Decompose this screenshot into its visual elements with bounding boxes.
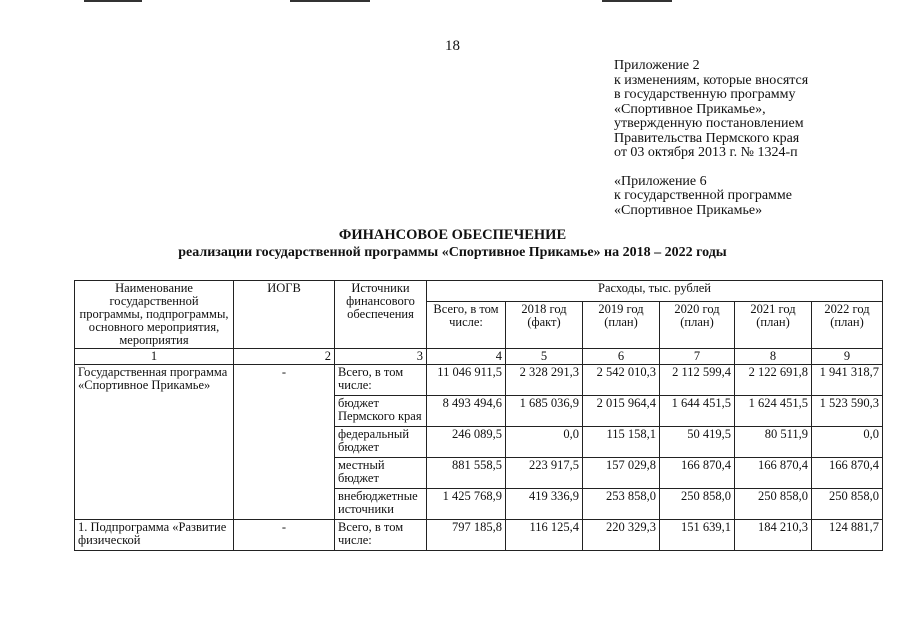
value-2022: 1 523 590,3 <box>812 396 883 427</box>
appendix-line: «Спортивное Прикамье», <box>614 101 766 117</box>
funding-source: местный бюджет <box>335 458 427 489</box>
value-2020: 151 639,1 <box>660 520 735 551</box>
value-2021: 250 858,0 <box>735 489 812 520</box>
value-2021: 166 870,4 <box>735 458 812 489</box>
value-2019: 115 158,1 <box>583 427 660 458</box>
value-2019: 157 029,8 <box>583 458 660 489</box>
col-number: 1 <box>75 349 234 365</box>
financing-table <box>74 280 883 551</box>
funding-source: Всего, в том числе: <box>335 520 427 551</box>
col-number: 7 <box>660 349 735 365</box>
header-name: Наименование государственной программы, подпрограммы, основного мероприятия, мероприятия <box>75 281 234 349</box>
value-2019: 2 015 964,4 <box>583 396 660 427</box>
value-2018: 1 685 036,9 <box>506 396 583 427</box>
value-2021: 184 210,3 <box>735 520 812 551</box>
header-2020: 2020 год (план) <box>660 302 735 349</box>
value-total: 8 493 494,6 <box>427 396 506 427</box>
program-name: Государственная программа «Спортивное Прикамье» <box>75 365 234 520</box>
value-2021: 80 511,9 <box>735 427 812 458</box>
header-2018: 2018 год (факт) <box>506 302 583 349</box>
value-2020: 166 870,4 <box>660 458 735 489</box>
value-2022: 1 941 318,7 <box>812 365 883 396</box>
appendix-note <box>614 59 808 218</box>
appendix-line: к изменениям, которые вносятся <box>614 72 809 88</box>
top-edge-line <box>84 0 142 2</box>
col-number: 3 <box>335 349 427 365</box>
value-2019: 253 858,0 <box>583 489 660 520</box>
value-2020: 250 858,0 <box>660 489 735 520</box>
appendix-line: «Спортивное Прикамье» <box>614 202 763 218</box>
appendix-line: к государственной программе <box>614 188 792 203</box>
appendix-line: «Приложение 6 <box>614 173 707 189</box>
table-row <box>75 365 883 396</box>
value-2022: 124 881,7 <box>812 520 883 551</box>
value-2021: 2 122 691,8 <box>735 365 812 396</box>
value-2018: 419 336,9 <box>506 489 583 520</box>
header-source: Источники финансового обеспечения <box>335 281 427 349</box>
col-number: 9 <box>812 349 883 365</box>
document-title: ФИНАНСОВОЕ ОБЕСПЕЧЕНИЕ <box>338 227 567 243</box>
value-2020: 50 419,5 <box>660 427 735 458</box>
column-number-row <box>75 349 883 365</box>
value-2018: 223 917,5 <box>506 458 583 489</box>
appendix-line: Приложение 2 <box>614 58 700 73</box>
header-row <box>75 281 883 302</box>
value-2022: 250 858,0 <box>812 489 883 520</box>
funding-source: бюджет Пермского края <box>335 396 427 427</box>
header-total: Всего, в том числе: <box>427 302 506 349</box>
header-2021: 2021 год (план) <box>735 302 812 349</box>
value-2018: 2 328 291,3 <box>506 365 583 396</box>
funding-source: внебюджетные источники <box>335 489 427 520</box>
top-edge-line <box>290 0 370 2</box>
subprogram-name: 1. Подпрограмма «Развитие физической <box>75 520 234 551</box>
value-2018: 0,0 <box>506 427 583 458</box>
value-total: 881 558,5 <box>427 458 506 489</box>
header-expenses: Расходы, тыс. рублей <box>427 281 883 302</box>
value-2022: 0,0 <box>812 427 883 458</box>
col-number: 5 <box>506 349 583 365</box>
value-2020: 2 112 599,4 <box>660 365 735 396</box>
col-number: 2 <box>234 349 335 365</box>
page-number: 18 <box>445 38 460 54</box>
header-2019: 2019 год (план) <box>583 302 660 349</box>
value-2022: 166 870,4 <box>812 458 883 489</box>
header-iogv: ИОГВ <box>234 281 335 349</box>
appendix-line: от 03 октября 2013 г. № 1324-п <box>614 145 798 160</box>
funding-source: федеральный бюджет <box>335 427 427 458</box>
col-number: 4 <box>427 349 506 365</box>
col-number: 6 <box>583 349 660 365</box>
value-total: 797 185,8 <box>427 520 506 551</box>
appendix-line: в государственную программу <box>614 87 796 102</box>
value-2020: 1 644 451,5 <box>660 396 735 427</box>
value-2019: 2 542 010,3 <box>583 365 660 396</box>
value-total: 246 089,5 <box>427 427 506 458</box>
program-iogv: - <box>234 365 335 520</box>
table-row <box>75 520 883 551</box>
subprogram-iogv: - <box>234 520 335 551</box>
header-2022: 2022 год (план) <box>812 302 883 349</box>
funding-source: Всего, в том числе: <box>335 365 427 396</box>
appendix-line: утвержденную постановлением <box>614 116 804 131</box>
appendix-line: Правительства Пермского края <box>614 130 800 146</box>
col-number: 8 <box>735 349 812 365</box>
value-total: 11 046 911,5 <box>427 365 506 396</box>
value-2018: 116 125,4 <box>506 520 583 551</box>
document-subtitle: реализации государственной программы «Спортивное Прикамье» на 2018 – 2022 годы <box>178 245 727 260</box>
value-2019: 220 329,3 <box>583 520 660 551</box>
top-edge-line <box>602 0 672 2</box>
value-total: 1 425 768,9 <box>427 489 506 520</box>
value-2021: 1 624 451,5 <box>735 396 812 427</box>
